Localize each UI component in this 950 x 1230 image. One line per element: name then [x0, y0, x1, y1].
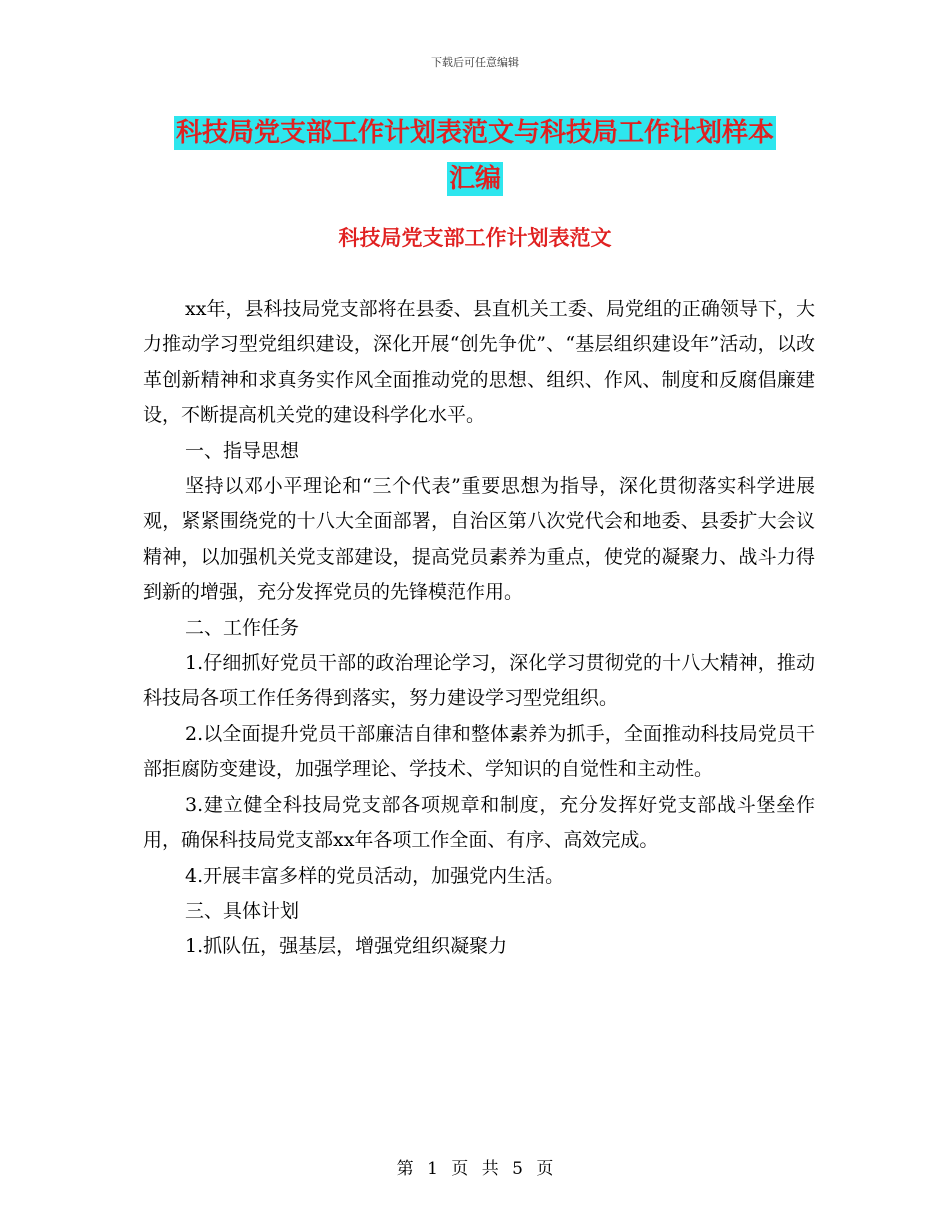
- document-title: [140, 110, 810, 202]
- paragraph-intro: xx年，县科技局党支部将在县委、县直机关工委、局党组的正确领导下，大力推动学习型党组织建设，深化开展“创先争优”、“基层组织建设年”活动，以改革创新精神和求真务实作风全面推动党的思想、组织、作风、制度和反腐倡廉建设，不断提高机关党的建设科学化水平。: [143, 298, 815, 427]
- paragraph-task-2: 2.以全面提升党员干部廉洁自律和整体素养为抓手，全面推动科技局党员干部拒腐防变建设，加强学理论、学技术、学知识的自觉性和主动性。: [143, 722, 815, 781]
- heading-guiding-thought: 一、指导思想: [185, 439, 300, 462]
- heading-specific-plan: 三、具体计划: [185, 899, 300, 922]
- paragraph-task-1: 1.仔细抓好党员干部的政治理论学习，深化学习贯彻党的十八大精神，推动科技局各项工作任务得到落实，努力建设学习型党组织。: [143, 652, 815, 710]
- section-title: 科技局党支部工作计划表范文: [338, 225, 612, 250]
- paragraph-guiding-thought: 坚持以邓小平理论和“三个代表”重要思想为指导，深化贯彻落实科学进展观，紧紧围绕党的十八大全面部署，自治区第八次党代会和地委、县委扩大会议精神，以加强机关党支部建设，提高党员素养为重点，使党的凝聚力、战斗力得到新的增强，充分发挥党员的先锋模范作用。: [143, 475, 815, 604]
- document-title-line-1: 科技局党支部工作计划表范文与科技局工作计划样本: [175, 118, 774, 148]
- paragraph-plan-1: 1.抓队伍，强基层，增强党组织凝聚力: [185, 935, 508, 958]
- header-note: 下载后可任意编辑: [431, 56, 519, 69]
- paragraph-task-3: 3.建立健全科技局党支部各项规章和制度，充分发挥好党支部战斗堡垒作用，确保科技局党支部xx年各项工作全面、有序、高效完成。: [143, 793, 815, 852]
- page-footer: 第 1 页 共 5 页: [396, 1159, 554, 1179]
- paragraph-task-4: 4.开展丰富多样的党员活动，加强党内生活。: [185, 864, 565, 887]
- document-body: [143, 292, 815, 965]
- heading-work-tasks: 二、工作任务: [185, 616, 300, 639]
- document-title-line-2: 汇编: [448, 164, 501, 194]
